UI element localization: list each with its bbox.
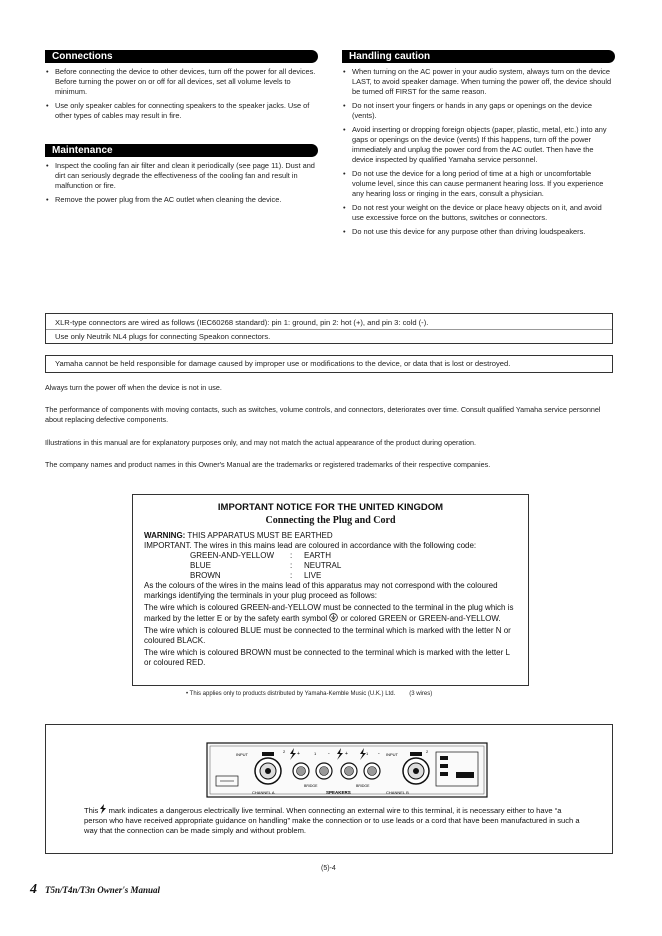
paragraph: Illustrations in this manual are for explanatory purposes only, and may not match the actual appearance of the product during operation. bbox=[45, 438, 476, 447]
maintenance-section bbox=[45, 144, 318, 209]
minus-label: - bbox=[378, 751, 380, 757]
wire-sep: : bbox=[290, 571, 293, 580]
input-label-b: INPUT bbox=[386, 752, 398, 757]
rear-panel-illustration bbox=[206, 742, 488, 798]
wire-code-table bbox=[144, 551, 517, 581]
wire-sep: : bbox=[290, 551, 293, 560]
warning-text: THIS APPARATUS MUST BE EARTHED bbox=[187, 531, 333, 540]
bridge-label: BRIDGE bbox=[304, 784, 318, 788]
uk-paragraph: The wire which is coloured BLUE must be connected to the terminal which is marked with the letter N or coloured BLACK. bbox=[144, 626, 511, 645]
list-item: • Do not use this device for any purpose other than driving loudspeakers. bbox=[342, 227, 615, 237]
warning-line bbox=[144, 531, 517, 541]
bridge-label: BRIDGE bbox=[356, 784, 370, 788]
maintenance-heading: Maintenance bbox=[45, 144, 318, 157]
page-footer bbox=[30, 880, 160, 898]
xlr-notice-box bbox=[45, 313, 613, 344]
disclaimer-text: Yamaha cannot be held responsible for damage caused by improper use or modifications to the device, or data that is lost or destroyed. bbox=[55, 359, 511, 368]
uk-paragraph: The wire which is coloured GREEN-and-YELLOW must be connected to the terminal in the plug which is marked by the letter E or by the safety earth symbol or colored GREEN or GREEN-and-YELLOW. bbox=[144, 603, 514, 623]
minus-label: - bbox=[328, 751, 330, 757]
list-item: • Remove the power plug from the AC outlet when cleaning the device. bbox=[45, 195, 318, 205]
pin-label: 2 bbox=[426, 749, 429, 754]
wire-sep: : bbox=[290, 561, 293, 570]
list-item: • When turning on the AC power in your audio system, always turn on the device LAST, to avoid speaker damage. When turning the power off, the device should be turned off FIRST for the same reason. bbox=[342, 67, 615, 97]
panel-illustration-box bbox=[45, 724, 613, 854]
channel-a-label: CHANNEL A bbox=[252, 790, 275, 795]
list-item: • Do not rest your weight on the device or place heavy objects on it, and avoid use excessive force on the buttons, switches or connectors. bbox=[342, 203, 615, 223]
wire-meaning: NEUTRAL bbox=[304, 561, 342, 570]
list-item: • Do not insert your fingers or hands in any gaps or openings on the device (vents). bbox=[342, 101, 615, 121]
wire-color: GREEN-AND-YELLOW bbox=[190, 551, 275, 560]
plus-label: + bbox=[345, 751, 348, 757]
wire-meaning: LIVE bbox=[304, 571, 322, 580]
earth-symbol-icon bbox=[329, 613, 338, 622]
paragraph: Always turn the power off when the device is not in use. bbox=[45, 383, 222, 392]
divider bbox=[46, 329, 612, 330]
pin-label: 2 bbox=[283, 749, 286, 754]
uk-paragraph: The wire which is coloured BROWN must be connected to the terminal which is marked with the letter L or coloured RED. bbox=[144, 648, 510, 667]
list-item: • Do not use the device for a long period of time at a high or uncomfortable volume level, since this can cause permanent hearing loss. If you experience any hearing loss or ringing in the ears, consult a physician. bbox=[342, 169, 615, 199]
manual-title: T5n/T4n/T3n Owner's Manual bbox=[45, 885, 161, 895]
xlr-line-2: Use only Neutrik NL4 plugs for connecting Speakon connectors. bbox=[55, 332, 271, 341]
important-text: IMPORTANT. The wires in this mains lead are coloured in accordance with the following code: bbox=[144, 541, 477, 550]
plus-label: + bbox=[297, 751, 300, 757]
wire-color: BLUE bbox=[190, 561, 211, 570]
connections-heading: Connections bbox=[45, 50, 318, 63]
uk-notice-box bbox=[132, 494, 529, 686]
paragraph: The company names and product names in this Owner's Manual are the trademarks or registered trademarks of their respective companies. bbox=[45, 460, 491, 469]
channel-b-label: CHANNEL B bbox=[386, 790, 409, 795]
connections-section bbox=[45, 50, 318, 125]
pin-label: 1 bbox=[366, 751, 369, 756]
uk-footnote: • This applies only to products distributed by Yamaha-Kemble Music (U.K.) Ltd. (3 wires) bbox=[186, 691, 433, 697]
handling-caution-section bbox=[342, 50, 615, 241]
xlr-line-1: XLR-type connectors are wired as follows (IEC60268 standard): pin 1: ground, pin 2: hot (+), and pin 3: cold (-). bbox=[55, 318, 429, 327]
wire-meaning: EARTH bbox=[304, 551, 331, 560]
uk-notice-subtitle: Connecting the Plug and Cord bbox=[265, 515, 396, 526]
list-item: • Inspect the cooling fan air filter and clean it periodically (see page 11). Dust and dirt can seriously degrade the effectiveness of the cooling fan and result in malfunction or fire. bbox=[45, 161, 318, 191]
uk-notice-title: IMPORTANT NOTICE FOR THE UNITED KINGDOM bbox=[217, 502, 444, 513]
handling-caution-heading: Handling caution bbox=[342, 50, 615, 63]
list-item: • Avoid inserting or dropping foreign objects (paper, plastic, metal, etc.) into any gaps or openings on the device (vents) If this happens, turn off the power immediately and unplug the power cord from the AC outlet. Then have the device inspected by qualified Yamaha service personnel. bbox=[342, 125, 615, 165]
uk-paragraph: As the colours of the wires in the mains lead of this apparatus may not correspond with the coloured markings identifying the terminals in your plug proceed as follows: bbox=[144, 581, 498, 600]
paragraph: The performance of components with moving contacts, such as switches, volume controls, and connectors, deteriorates over time. Consult qualified Yamaha service personnel about replacing defective components. bbox=[45, 405, 601, 424]
list-item: • Use only speaker cables for connecting speakers to the speaker jacks. Use of other types of cables may result in fire. bbox=[45, 101, 318, 121]
speakers-label: SPEAKERS bbox=[326, 790, 351, 795]
warning-label: WARNING: bbox=[144, 531, 186, 540]
page-code: (5)-4 bbox=[321, 865, 336, 872]
page-number: 4 bbox=[30, 882, 37, 897]
pin-label: 1 bbox=[314, 751, 317, 756]
list-item: • Before connecting the device to other devices, turn off the power for all devices. Before turning the power on or off for all devices, set all volume levels to minimum. bbox=[45, 67, 318, 97]
live-terminal-mark-icon bbox=[100, 804, 106, 814]
input-label-a: INPUT bbox=[236, 752, 248, 757]
live-terminal-caption: This mark indicates a dangerous electrically live terminal. When connecting an external wire to this terminal, it is necessary either to have “a person who have received appropriate guidance on handling” make the connection or to use leads or a cord that have been manufactured in such a way that the connection can be made simply and without problem. bbox=[84, 806, 580, 835]
wire-color: BROWN bbox=[190, 571, 221, 580]
disclaimer-box bbox=[45, 355, 613, 373]
